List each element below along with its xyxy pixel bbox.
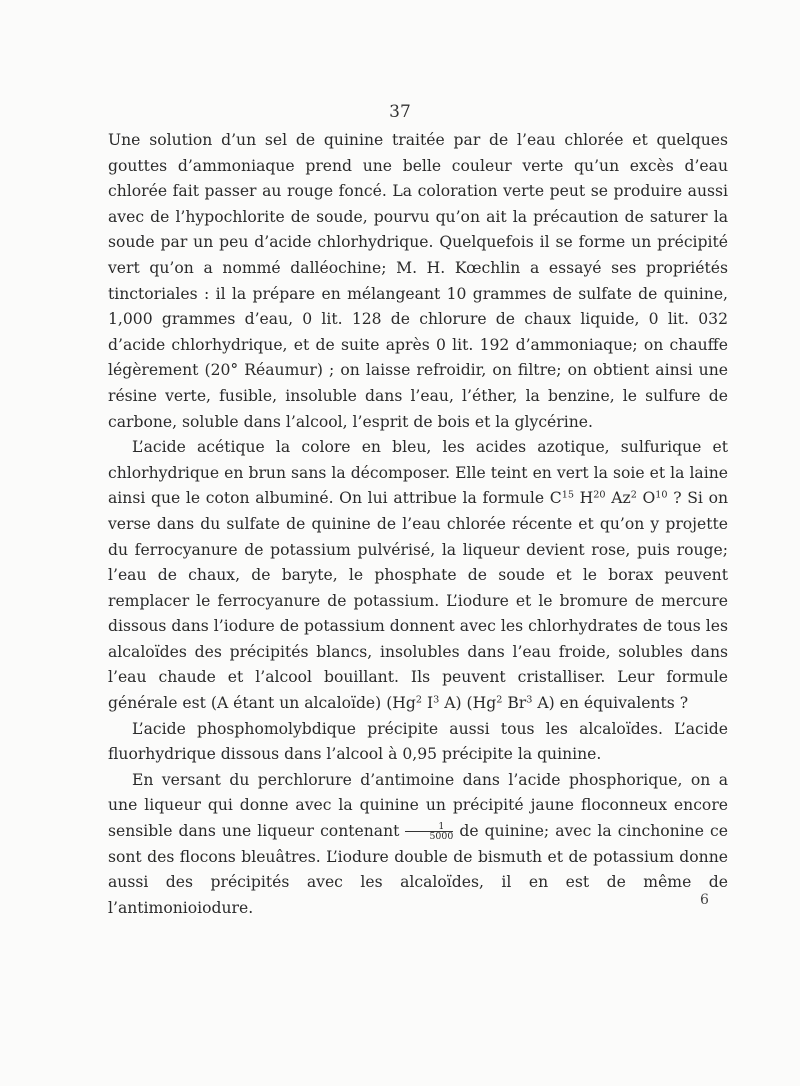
text-run: O bbox=[636, 489, 656, 508]
superscript: 15 bbox=[561, 490, 574, 501]
text-run: L’acide phosphomolybdique précipite aussi tous les alcaloïdes. L’acide fluorhydrique dissous dans l’alcool à 0,95 précipite la quinine. bbox=[108, 719, 728, 764]
paragraph-p4 bbox=[108, 768, 728, 922]
text-run: Br bbox=[502, 694, 527, 713]
paragraph-p2 bbox=[108, 435, 728, 717]
paragraph-p3 bbox=[108, 717, 728, 768]
text-run: A) (Hg bbox=[439, 694, 497, 713]
text-run: H bbox=[573, 489, 594, 508]
text-run: ? Si on verse dans du sulfate de quinine de l’eau chlorée récente et qu’on y projette du ferrocyanure de potassium pulvérisé, la liqueur devient rose, puis rouge; l’eau de chaux, de baryte, le phosphate de soude et le borax peuvent remplacer le ferrocyanure de potassium. L’iodure et le bromure de mercure dissous dans l’iodure de potassium donnent avec les chlorhydrates de tous les alcaloïdes des précipités blancs, insolubles dans l’eau froide, solubles dans l’eau chaude et l’alcool bouillant. Ils peuvent cristalliser. Leur formule générale est (A étant un alcaloïde) (Hg bbox=[108, 489, 728, 713]
superscript: 2 bbox=[630, 490, 637, 501]
text-run: En versant du perchlorure d’antimoine dans l’acide phosphorique, on a une liqueur qui donne avec la quinine un précipité jaune floconneux encore sensible dans une liqueur contenant bbox=[108, 770, 728, 841]
text-run: Az bbox=[605, 489, 631, 508]
text-run: L’acide acétique la colore en bleu, les acides azotique, sulfurique et chlorhydrique en brun sans la décomposer. Elle teint en vert la soie et la laine ainsi que le coton albuminé. On lui attribue la formule C bbox=[108, 438, 728, 508]
fraction-numerator: 1 bbox=[405, 822, 453, 832]
text-run: de quinine; avec la cinchonine ce sont des flocons bleuâtres. L’iodure double de bismuth et de potassium donne aussi des précipités avec les alcaloïdes, il en est de même de l’antimonioiodure. bbox=[108, 822, 728, 917]
fraction-denominator: 5000 bbox=[429, 831, 454, 843]
superscript: 2 bbox=[415, 694, 423, 706]
superscript: 20 bbox=[593, 490, 606, 501]
superscript: 2 bbox=[496, 694, 503, 706]
text-run: Une solution d’un sel de quinine traitée par de l’eau chlorée et quelques gouttes d’ammoniaque prend une belle couleur verte qu’un excès d’eau chlorée fait passer au rouge foncé. La coloration verte peut se produire aussi avec de l’hypochlorite de soude, pourvu qu’on ait la précaution de saturer la soude par un peu d’acide chlorhydrique. Quelquefois il se forme un précipité vert qu’on a nommé dalléochine; M. H. Kœchlin a essayé ses propriétés tinctoriales : il la prépare en mélangeant 10 grammes de sulfate de quinine, 1,000 grammes d’eau, 0 lit. 128 de chlorure de chaux liquide, 0 lit. 032 d’acide chlorhydrique, et de suite après 0 lit. 192 d’ammoniaque; on chauffe légèrement (20° Réaumur) ; on laisse refroidir, on filtre; on obtient ainsi une résine verte, fusible, insoluble dans l’eau, l’éther, la benzine, le sulfure de carbone, soluble dans l’alcool, l’esprit de bois et la glycérine. bbox=[108, 131, 728, 431]
superscript: 10 bbox=[655, 490, 668, 501]
paragraph-p1 bbox=[108, 128, 728, 435]
page-number: 37 bbox=[389, 102, 411, 122]
text-run: I bbox=[422, 694, 434, 713]
signature-mark: 6 bbox=[700, 892, 709, 908]
superscript: 3 bbox=[526, 694, 533, 706]
fraction bbox=[405, 822, 453, 842]
body-text bbox=[108, 128, 728, 921]
superscript: 3 bbox=[433, 694, 440, 706]
text-run: A) en équivalents ? bbox=[532, 694, 689, 713]
